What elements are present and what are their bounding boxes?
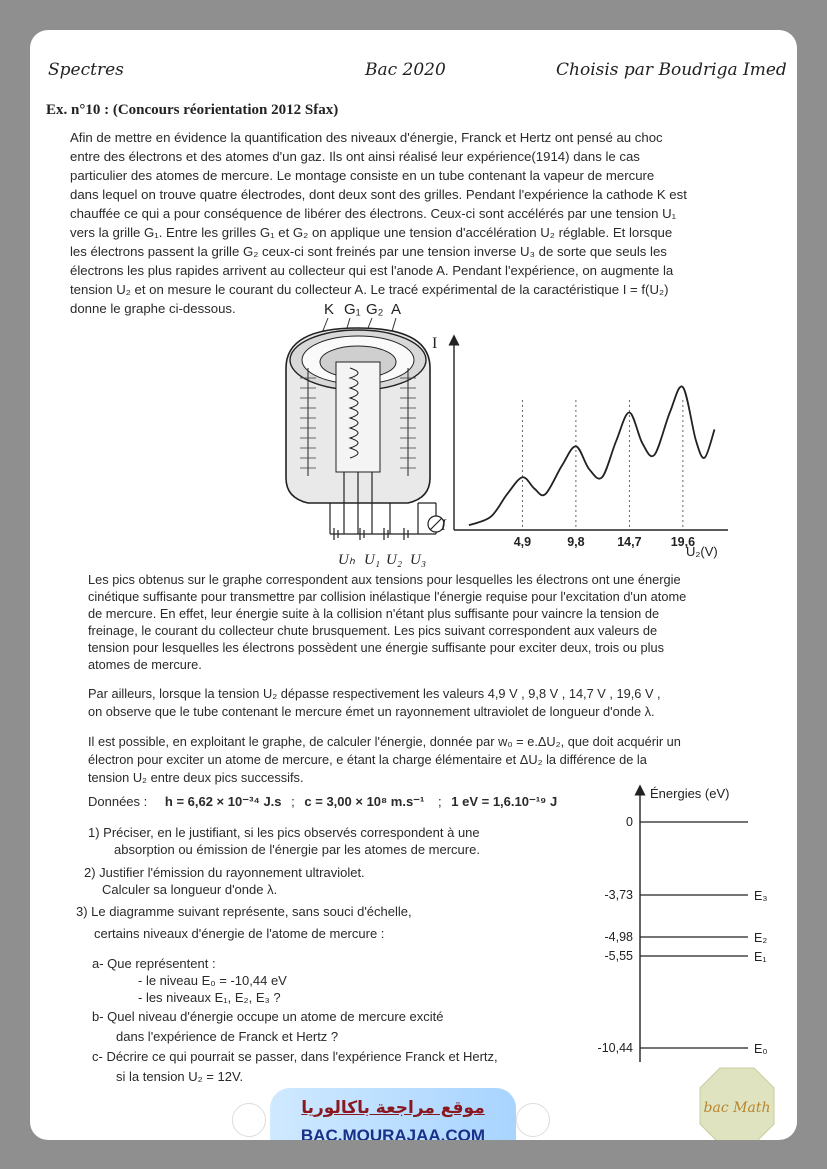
energy-level-diagram: [578, 780, 793, 1065]
level-value-e2: -4,98: [604, 930, 633, 944]
current-curve: [469, 386, 715, 525]
para4-line: Il est possible, en exploitant le graphe, de calculer l'énergie, donnée par w₀ = e.ΔU₂, que doit acquérir un: [88, 734, 681, 749]
label-u2: U₂: [386, 552, 403, 568]
voltage-labels: [338, 552, 426, 568]
q1-line2: absorption ou émission de l'énergie par les atomes de mercure.: [114, 842, 480, 857]
speed-of-light: c = 3,00 × 10⁸ m.s⁻¹: [304, 794, 425, 809]
level-value-zero: 0: [626, 815, 633, 829]
franck-hertz-tube-diagram: [258, 298, 448, 578]
para3-line: Par ailleurs, lorsque la tension U₂ dépasse respectivement les valeurs 4,9 V , 9,8 V , 14,7 V , 19,6 V ,: [88, 686, 661, 701]
intro-line: tension U₂ et on mesure le courant du collecteur A. Le tracé expérimental de la caractéristique I = f(U₂): [70, 282, 669, 297]
energy-paragraph: [88, 733, 778, 787]
site-url-link[interactable]: BAC.MOURAJAA.COM: [300, 1126, 486, 1140]
peaks-paragraph: [88, 571, 778, 673]
question-3: [76, 903, 412, 942]
level-name-e0: E₀: [754, 1042, 768, 1056]
site-logo-left: [232, 1103, 266, 1137]
intro-line: donne le graphe ci-dessous.: [70, 301, 236, 316]
uv-emission-paragraph: [88, 685, 778, 721]
current-voltage-chart: [428, 330, 750, 565]
para4-line: tension U₂ entre deux pics successifs.: [88, 770, 304, 785]
header-author: Choisis par Boudriga Imed: [556, 60, 787, 80]
level-value-e1: -5,55: [604, 949, 633, 963]
label-a: A: [391, 301, 402, 318]
x-tick-label: 14,7: [617, 535, 642, 549]
intro-line: vers la grille G₁. Entre les grilles G₁ et G₂ on applique une tension d'accélération U₂ réglable. Et lorsque: [70, 225, 673, 240]
y-axis-label: I: [432, 335, 438, 352]
label-g2: G₂: [366, 301, 384, 318]
x-tick-label: 9,8: [567, 535, 585, 549]
label-g1: G₁: [344, 301, 361, 318]
x-tick-label: 4,9: [513, 535, 532, 549]
intro-line: entre des électrons et des atomes d'un gaz. Ils ont ainsi réalisé leur expérience(1914) dans le cas: [70, 149, 640, 164]
para3-line: on observe que le tube contenant le mercure émet un rayonnement ultraviolet de longueur d'onde λ.: [88, 704, 655, 719]
label-u3: U₃: [410, 552, 427, 568]
data-label: Données :: [88, 794, 148, 809]
intro-line: électrons les plus rapides arrivent au collecteur qui est l'anode A. Pendant l'expérience, on augmente la: [70, 263, 674, 278]
q3b-line2: dans l'expérience de Franck et Hertz ?: [116, 1029, 339, 1044]
tube-labels: [324, 301, 401, 318]
question-3b: [92, 1008, 444, 1045]
q3c-line2: si la tension U₂ = 12V.: [116, 1069, 244, 1084]
site-logo-right: [516, 1103, 550, 1137]
intro-line: chauffée ce qui a pour conséquence de libérer des électrons. Ceux-ci sont accélérés par une tension U₁: [70, 206, 677, 221]
intro-line: Afin de mettre en évidence la quantification des niveaux d'énergie, Franck et Hertz ont pensé au choc: [70, 130, 663, 145]
question-2: [84, 864, 365, 898]
given-data: Données : h = 6,62 × 10⁻³⁴ J.s ; c = 3,00 × 10⁸ m.s⁻¹ ; 1 eV = 1,6.10⁻¹⁹ J: [88, 794, 558, 809]
level-name-e1: E₁: [754, 950, 767, 964]
intro-line: particulier des atomes de mercure. Le montage consiste en un tube contenant la vapeur de mercure: [70, 168, 655, 183]
intro-line: les électrons passent la grille G₂ ceux-ci sont freinés par une tension inverse U₃ de sorte que seuls les: [70, 244, 667, 259]
ev-conversion: 1 eV = 1,6.10⁻¹⁹ J: [451, 794, 558, 809]
energy-axis-label: Énergies (eV): [650, 786, 730, 801]
q3c-line1: c- Décrire ce qui pourrait se passer, dans l'expérience Franck et Hertz,: [92, 1049, 498, 1064]
logo-text: bac Math: [703, 1100, 771, 1116]
ammeter-label: I: [440, 517, 446, 534]
exercise-title: Ex. n°10 : (Concours réorientation 2012 Sfax): [46, 102, 339, 118]
bac-math-logo: [698, 1066, 776, 1140]
header-year: Bac 2020: [365, 60, 446, 80]
intro-line: dans lequel on trouve quatre électrodes, dont deux sont des grilles. Pendant l'expérience la cathode K est: [70, 187, 687, 202]
planck-constant: h = 6,62 × 10⁻³⁴ J.s: [164, 794, 282, 809]
q3b-line1: b- Quel niveau d'énergie occupe un atome de mercure excité: [92, 1009, 444, 1024]
para2-line: cinétique suffisante pour transmettre par collision inélastique l'énergie requise pour l'excitation d'un atome: [88, 589, 687, 604]
q3-line2: certains niveaux d'énergie de l'atome de mercure :: [94, 926, 385, 941]
q3a-line1: a- Que représentent :: [92, 956, 216, 971]
question-3c: [92, 1048, 498, 1085]
label-uh: Uₕ: [338, 552, 355, 568]
para4-line: électron pour exciter un atome de mercure, e étant la charge élémentaire et ΔU₂ la différence de la: [88, 752, 647, 767]
x-tick-label: 19,6: [670, 535, 696, 549]
q2-line2: Calculer sa longueur d'onde λ.: [102, 882, 278, 897]
q3a-line3: - les niveaux E₁, E₂, E₃ ?: [138, 990, 281, 1005]
para2-line: de mercure. En effet, leur énergie suite à la collision n'étant plus suffisante pour vaincre la tension de: [88, 606, 660, 621]
label-u1: U₁: [364, 552, 381, 568]
question-3a: [92, 955, 287, 1006]
level-name-e2: E₂: [754, 931, 768, 945]
q3-line1: 3) Le diagramme suivant représente, sans souci d'échelle,: [76, 904, 412, 919]
header-subject: Spectres: [48, 60, 124, 80]
level-value-e3: -3,73: [604, 888, 633, 902]
site-name-arabic: موقع مراجعة باكالوريا: [301, 1098, 485, 1118]
level-value-e0: -10,44: [597, 1041, 633, 1055]
para2-line: Les pics obtenus sur le graphe correspondent aux tensions pour lesquelles les électrons ont une énergie: [88, 572, 681, 587]
exam-page: [30, 30, 797, 1140]
q1-line1: 1) Préciser, en le justifiant, si les pics observés correspondent à une: [88, 825, 480, 840]
q3a-line2: - le niveau E₀ = -10,44 eV: [138, 973, 287, 988]
level-name-e3: E₃: [754, 889, 768, 903]
para2-line: atomes de mercure.: [88, 657, 202, 672]
intro-paragraph: [70, 128, 760, 318]
site-banner[interactable]: [270, 1088, 516, 1140]
q2-line1: 2) Justifier l'émission du rayonnement ultraviolet.: [84, 865, 365, 880]
para2-line: tension pour lesquelles les électrons possèdent une énergie suffisante pour exciter deux, trois ou plus: [88, 640, 664, 655]
x-axis-label: U₂(V): [686, 544, 718, 559]
question-1: [88, 824, 480, 858]
label-k: K: [324, 301, 335, 318]
para2-line: freinage, le courant du collecteur chute brusquement. Les pics suivant correspondent aux valeurs de: [88, 623, 658, 638]
